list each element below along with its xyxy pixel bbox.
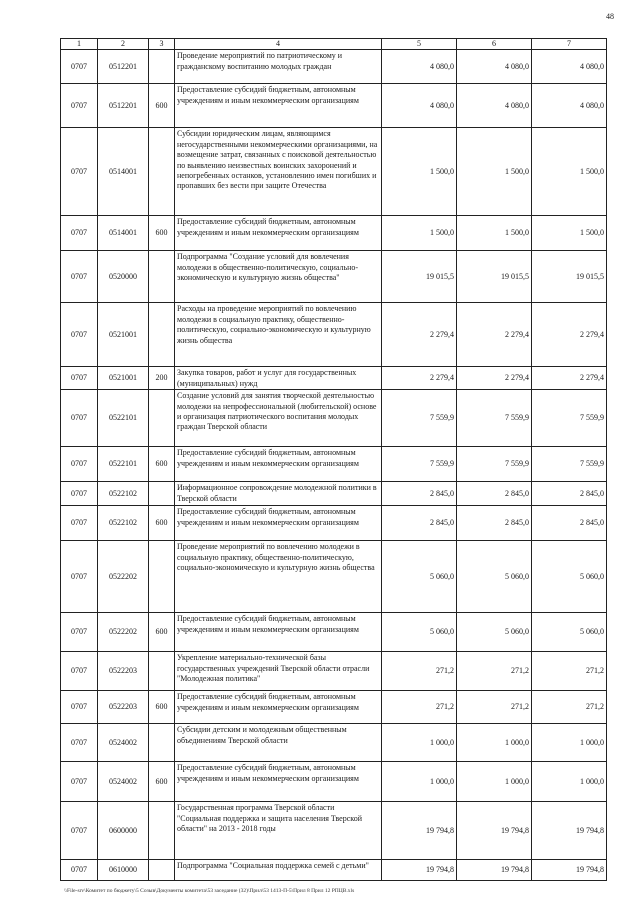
target-article-code: 0524002	[98, 724, 149, 762]
item-description: Субсидии детским и молодежным общественным объединениям Тверской области	[175, 724, 382, 762]
budget-table	[60, 38, 607, 881]
amount-col-5: 4 080,0	[382, 50, 457, 84]
amount-col-5: 4 080,0	[382, 84, 457, 128]
header-col-7: 7	[532, 39, 607, 50]
section-code: 0707	[61, 367, 98, 390]
item-description: Расходы на проведение мероприятий по вовлечению молодежи в социальную практику, общественно-политическую, социально-экономическую и культурную жизнь общества	[175, 303, 382, 367]
expense-type-code	[149, 860, 175, 881]
item-description: Предоставление субсидий бюджетным, автономным учреждениям и иным некоммерческим организациям	[175, 613, 382, 652]
amount-col-6: 271,2	[457, 691, 532, 724]
item-description: Создание условий для занятия творческой деятельностью молодежи на непрофессиональной (любительской) основе и организация патриотического воспитания молодых граждан Тверской области	[175, 390, 382, 447]
amount-col-5: 19 794,8	[382, 802, 457, 860]
table-row	[61, 50, 607, 84]
amount-col-6: 4 080,0	[457, 84, 532, 128]
expense-type-code	[149, 802, 175, 860]
section-code: 0707	[61, 390, 98, 447]
amount-col-6: 2 845,0	[457, 482, 532, 506]
amount-col-5: 1 000,0	[382, 724, 457, 762]
amount-col-5: 5 060,0	[382, 613, 457, 652]
table-row	[61, 802, 607, 860]
amount-col-6: 271,2	[457, 652, 532, 691]
amount-col-7: 1 500,0	[532, 128, 607, 216]
expense-type-code	[149, 390, 175, 447]
amount-col-5: 1 500,0	[382, 216, 457, 251]
section-code: 0707	[61, 724, 98, 762]
amount-col-7: 19 794,8	[532, 802, 607, 860]
target-article-code: 0522101	[98, 390, 149, 447]
expense-type-code: 600	[149, 84, 175, 128]
amount-col-7: 19 015,5	[532, 251, 607, 303]
target-article-code: 0514001	[98, 128, 149, 216]
table-row	[61, 860, 607, 881]
expense-type-code: 600	[149, 447, 175, 482]
target-article-code: 0600000	[98, 802, 149, 860]
target-article-code: 0522101	[98, 447, 149, 482]
amount-col-5: 2 279,4	[382, 303, 457, 367]
expense-type-code	[149, 128, 175, 216]
target-article-code: 0610000	[98, 860, 149, 881]
item-description: Государственная программа Тверской области "Социальная поддержка и защита населения Тверской области" на 2013 - 2018 годы	[175, 802, 382, 860]
table-row	[61, 652, 607, 691]
amount-col-6: 1 500,0	[457, 128, 532, 216]
target-article-code: 0522203	[98, 652, 149, 691]
item-description: Подпрограмма "Создание условий для вовлечения молодежи в общественно-политическую, социально-экономическую и культурную жизнь общества"	[175, 251, 382, 303]
amount-col-5: 19 794,8	[382, 860, 457, 881]
header-col-1: 1	[61, 39, 98, 50]
section-code: 0707	[61, 541, 98, 613]
amount-col-7: 19 794,8	[532, 860, 607, 881]
item-description: Субсидии юридическим лицам, являющимся негосударственными некоммерческими организациями, на возмещение затрат, связанных с поисковой деятельностью по выявлению неизвестных воинских захоронений и непогребенных останков, установлению имен погибших и пропавших без вести при защите Отечества	[175, 128, 382, 216]
amount-col-6: 4 080,0	[457, 50, 532, 84]
header-col-6: 6	[457, 39, 532, 50]
amount-col-6: 7 559,9	[457, 447, 532, 482]
amount-col-6: 1 500,0	[457, 216, 532, 251]
item-description: Укрепление материально-технической базы государственных учреждений Тверской области отрасли "Молодежная политика"	[175, 652, 382, 691]
amount-col-7: 271,2	[532, 652, 607, 691]
amount-col-7: 2 845,0	[532, 506, 607, 541]
table-row	[61, 506, 607, 541]
header-col-5: 5	[382, 39, 457, 50]
table-row	[61, 128, 607, 216]
amount-col-5: 1 000,0	[382, 762, 457, 802]
amount-col-7: 4 080,0	[532, 84, 607, 128]
amount-col-7: 2 845,0	[532, 482, 607, 506]
expense-type-code: 200	[149, 367, 175, 390]
table-row	[61, 303, 607, 367]
expense-type-code	[149, 541, 175, 613]
section-code: 0707	[61, 482, 98, 506]
item-description: Подпрограмма "Социальная поддержка семей с детьми"	[175, 860, 382, 881]
amount-col-7: 2 279,4	[532, 367, 607, 390]
table-row	[61, 724, 607, 762]
amount-col-5: 2 845,0	[382, 506, 457, 541]
amount-col-6: 2 845,0	[457, 506, 532, 541]
amount-col-5: 1 500,0	[382, 128, 457, 216]
expense-type-code: 600	[149, 762, 175, 802]
amount-col-7: 7 559,9	[532, 447, 607, 482]
item-description: Закупка товаров, работ и услуг для государственных (муниципальных) нужд	[175, 367, 382, 390]
table-row	[61, 691, 607, 724]
table-row	[61, 390, 607, 447]
amount-col-5: 2 279,4	[382, 367, 457, 390]
expense-type-code	[149, 303, 175, 367]
file-path-footer: \\File-srv\Комитет по бюджету\5 Созыв\Документы комитета\53 заседание (32)\Прил\53 1413-П-5\Прил 8 Прил 12 РПЦВ.xls	[64, 888, 355, 894]
amount-col-5: 5 060,0	[382, 541, 457, 613]
table-row	[61, 447, 607, 482]
amount-col-7: 1 000,0	[532, 724, 607, 762]
amount-col-5: 7 559,9	[382, 447, 457, 482]
target-article-code: 0524002	[98, 762, 149, 802]
item-description: Предоставление субсидий бюджетным, автономным учреждениям и иным некоммерческим организациям	[175, 762, 382, 802]
table-row	[61, 541, 607, 613]
expense-type-code: 600	[149, 506, 175, 541]
amount-col-5: 2 845,0	[382, 482, 457, 506]
target-article-code: 0522203	[98, 691, 149, 724]
amount-col-7: 5 060,0	[532, 541, 607, 613]
section-code: 0707	[61, 652, 98, 691]
header-col-4: 4	[175, 39, 382, 50]
expense-type-code	[149, 724, 175, 762]
amount-col-6: 5 060,0	[457, 541, 532, 613]
expense-type-code: 600	[149, 613, 175, 652]
target-article-code: 0512201	[98, 50, 149, 84]
expense-type-code: 600	[149, 216, 175, 251]
amount-col-6: 5 060,0	[457, 613, 532, 652]
section-code: 0707	[61, 84, 98, 128]
target-article-code: 0522102	[98, 482, 149, 506]
header-col-3: 3	[149, 39, 175, 50]
target-article-code: 0521001	[98, 367, 149, 390]
target-article-code: 0520000	[98, 251, 149, 303]
section-code: 0707	[61, 860, 98, 881]
item-description: Предоставление субсидий бюджетным, автономным учреждениям и иным некоммерческим организациям	[175, 84, 382, 128]
item-description: Предоставление субсидий бюджетным, автономным учреждениям и иным некоммерческим организациям	[175, 691, 382, 724]
expense-type-code	[149, 482, 175, 506]
page-number: 48	[606, 12, 614, 21]
section-code: 0707	[61, 613, 98, 652]
item-description: Предоставление субсидий бюджетным, автономным учреждениям и иным некоммерческим организациям	[175, 506, 382, 541]
item-description: Проведение мероприятий по вовлечению молодежи в социальную практику, общественно-политическую, социально-экономическую и культурную жизнь общества	[175, 541, 382, 613]
amount-col-7: 4 080,0	[532, 50, 607, 84]
item-description: Проведение мероприятий по патриотическому и гражданскому воспитанию молодых граждан	[175, 50, 382, 84]
expense-type-code: 600	[149, 691, 175, 724]
table-row	[61, 367, 607, 390]
section-code: 0707	[61, 691, 98, 724]
amount-col-7: 271,2	[532, 691, 607, 724]
section-code: 0707	[61, 802, 98, 860]
amount-col-6: 19 794,8	[457, 860, 532, 881]
section-code: 0707	[61, 447, 98, 482]
section-code: 0707	[61, 506, 98, 541]
header-col-2: 2	[98, 39, 149, 50]
amount-col-7: 7 559,9	[532, 390, 607, 447]
expense-type-code	[149, 50, 175, 84]
item-description: Информационное сопровождение молодежной политики в Тверской области	[175, 482, 382, 506]
table-row	[61, 482, 607, 506]
amount-col-5: 19 015,5	[382, 251, 457, 303]
item-description: Предоставление субсидий бюджетным, автономным учреждениям и иным некоммерческим организациям	[175, 216, 382, 251]
target-article-code: 0514001	[98, 216, 149, 251]
table-row	[61, 613, 607, 652]
expense-type-code	[149, 652, 175, 691]
section-code: 0707	[61, 50, 98, 84]
table-row	[61, 762, 607, 802]
section-code: 0707	[61, 303, 98, 367]
amount-col-6: 2 279,4	[457, 367, 532, 390]
amount-col-6: 2 279,4	[457, 303, 532, 367]
amount-col-6: 1 000,0	[457, 762, 532, 802]
amount-col-7: 1 500,0	[532, 216, 607, 251]
amount-col-5: 271,2	[382, 652, 457, 691]
target-article-code: 0512201	[98, 84, 149, 128]
table-row	[61, 251, 607, 303]
section-code: 0707	[61, 216, 98, 251]
table-header-row	[61, 39, 607, 50]
section-code: 0707	[61, 128, 98, 216]
amount-col-6: 1 000,0	[457, 724, 532, 762]
amount-col-6: 19 015,5	[457, 251, 532, 303]
target-article-code: 0522202	[98, 613, 149, 652]
item-description: Предоставление субсидий бюджетным, автономным учреждениям и иным некоммерческим организациям	[175, 447, 382, 482]
table-row	[61, 216, 607, 251]
amount-col-5: 271,2	[382, 691, 457, 724]
section-code: 0707	[61, 251, 98, 303]
section-code: 0707	[61, 762, 98, 802]
amount-col-5: 7 559,9	[382, 390, 457, 447]
amount-col-7: 5 060,0	[532, 613, 607, 652]
amount-col-6: 7 559,9	[457, 390, 532, 447]
amount-col-7: 2 279,4	[532, 303, 607, 367]
table-row	[61, 84, 607, 128]
target-article-code: 0522102	[98, 506, 149, 541]
amount-col-7: 1 000,0	[532, 762, 607, 802]
target-article-code: 0522202	[98, 541, 149, 613]
amount-col-6: 19 794,8	[457, 802, 532, 860]
target-article-code: 0521001	[98, 303, 149, 367]
expense-type-code	[149, 251, 175, 303]
